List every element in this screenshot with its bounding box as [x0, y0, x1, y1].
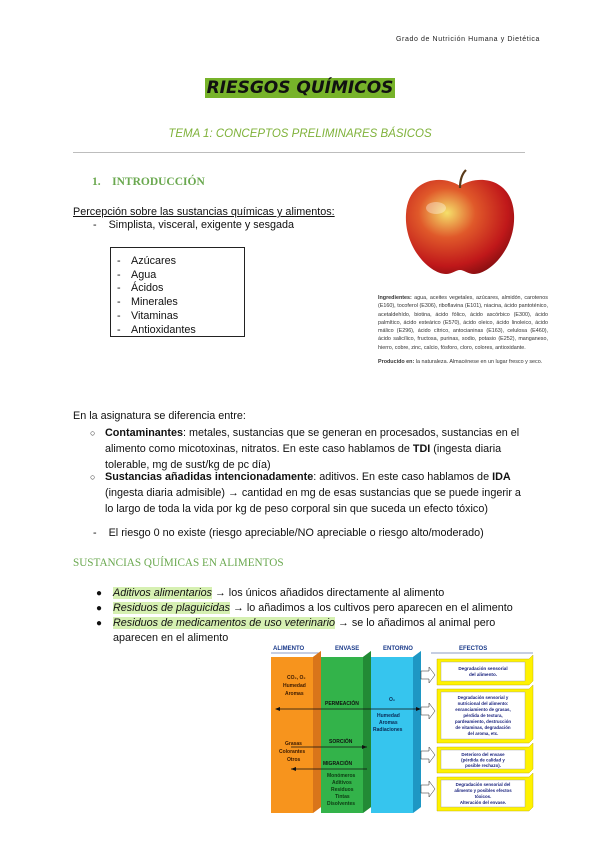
anadidas-label: Sustancias añadidas intencionadamente	[105, 471, 314, 483]
effect-box	[437, 655, 533, 685]
effect-text: tóxicos.	[474, 794, 492, 799]
effect-text: Degradación sensorial del	[455, 782, 511, 787]
tdi-label: TDI	[412, 443, 431, 455]
nutrient-list	[111, 255, 244, 337]
contaminantes-text-2: (ingesta diaria tolerable, mg de sust/kg de pc día)	[105, 443, 502, 471]
perception-label: Percepción sobre las sustancias químicas y alimentos:	[73, 206, 335, 218]
list-item-contaminantes	[90, 425, 530, 473]
item-text: → se lo añadimos al animal pero aparecen en el alimento	[113, 617, 496, 644]
envase-item: Disolventes	[327, 801, 356, 807]
list-item: - Azúcares	[111, 255, 244, 269]
apple-ingredients-caption	[378, 294, 548, 366]
riesgo-text: El riesgo 0 no existe (riesgo apreciable/NO apreciable o riesgo alto/moderado)	[108, 527, 484, 539]
highlighted-term: Residuos de plaguicidas	[113, 602, 231, 614]
section-heading-introduccion	[92, 176, 205, 188]
list-item: - Agua	[111, 269, 244, 283]
circle-bullet-icon: ○	[90, 472, 96, 482]
effect-text: alimento y posibles efectos	[454, 788, 512, 793]
ingredients-text: agua, aceites vegetales, azúcares, almidón, carotenos (E160), tocoferol (E306), riboflavina (E101), niacina, ácido pantoténico, acetaldehído, biotina, ácido fólico, ácido ascórbico (E300), ácido palmítico, ácido esteárico (E570), ácido oleico, ácido linoleico, ácido málico (E296), ácido cítrico, antocianinas (E163), celulosa (E460), ácido salicílico, fructosa, purinas, sodio, potasio (E252), manganeso, hierro, cobre, zinc, calcio, fósforo, cloro, colores, antioxidante.	[378, 295, 548, 351]
section-number: 1.	[92, 176, 101, 188]
list-item: - Vitaminas	[111, 310, 244, 324]
section-heading-sustancias: SUSTANCIAS QUÍMICAS EN ALIMENTOS	[73, 557, 284, 569]
effect-text: nutricional del alimento:	[457, 701, 509, 706]
apple-image	[372, 168, 548, 286]
effect-box	[437, 773, 533, 811]
diagram-col-envase: ENVASE	[335, 646, 360, 652]
effect-text: enranciamiento de grasas,	[455, 707, 511, 712]
list-item-anadidas	[90, 469, 530, 517]
list-item	[96, 616, 533, 646]
migration-diagram	[271, 643, 535, 813]
effect-text: posible rechazo).	[465, 763, 501, 768]
circle-bullet-icon: ○	[90, 428, 96, 438]
effect-box	[437, 685, 533, 743]
effect-text: del alimento.	[468, 672, 498, 677]
anadidas-text: : aditivos. En este caso hablamos de	[313, 471, 493, 483]
ida-label: IDA	[492, 471, 511, 483]
nutrient-box	[110, 247, 245, 337]
effect-text: del aroma, etc.	[467, 731, 499, 736]
diagram-col-entorno: ENTORNO	[383, 646, 413, 652]
anadidas-text-2: (ingesta diaria admisible) → cantidad en mg de esas sustancias que se puede ingerir a lo largo de toda la vida por kg de peso corporal sin que suceda un efecto tóxico)	[105, 487, 521, 515]
envase-item: Monómeros	[327, 773, 356, 779]
effect-text: de vitaminas, degradación	[455, 725, 511, 730]
entorno-item: Humedad	[377, 713, 400, 719]
perception-item-text: Simplista, visceral, exigente y sesgada	[108, 219, 295, 231]
list-item: - Minerales	[111, 296, 244, 310]
page-subtitle: TEMA 1: CONCEPTOS PRELIMINARES BÁSICOS	[168, 128, 432, 140]
contaminantes-text: : metales, sustancias que se generan en procesados, sustancias en el alimento como micotoxinas, nitratos. En este caso hablamos de	[105, 427, 520, 455]
bullet-icon: ●	[96, 603, 103, 614]
riesgo-note: - El riesgo 0 no existe (riesgo apreciable/NO apreciable o riesgo alto/moderado)	[93, 527, 484, 539]
alimento-label: Otros	[287, 757, 301, 763]
alimento-label: Humedad	[283, 683, 306, 689]
effect-text: pardeamiento, destrucción	[454, 719, 512, 724]
assignment-intro: En la asignatura se diferencia entre:	[73, 410, 246, 422]
effect-text: Degradación sensorial y	[457, 695, 509, 700]
contaminantes-label: Contaminantes	[105, 427, 183, 439]
list-item: - Ácidos	[111, 282, 244, 296]
degree-header: Grado de Nutrición Humana y Dietética	[396, 36, 540, 43]
entorno-item: Aromas	[379, 720, 398, 726]
list-item	[96, 601, 533, 616]
effect-box	[437, 743, 533, 773]
effect-text: Alteración del envase.	[459, 800, 507, 805]
permeacion-label: PERMEACIÓN	[325, 701, 359, 707]
list-item	[96, 586, 533, 601]
alimento-label: Grasas	[285, 741, 302, 747]
effect-text: Deterioro del envase	[461, 752, 505, 757]
entorno-item: O₂	[389, 697, 396, 703]
entorno-item: Radiaciones	[373, 727, 403, 733]
perception-item: - Simplista, visceral, exigente y sesgada	[93, 219, 295, 231]
effect-text: pérdida de textura,	[463, 713, 503, 718]
migracion-label: MIGRACIÓN	[323, 761, 353, 767]
diagram-col-efectos: EFECTOS	[459, 646, 488, 652]
sorcion-label: SORCIÓN	[329, 739, 353, 745]
item-text: → los únicos añadidos directamente al alimento	[212, 587, 445, 599]
diagram-col-alimento: ALIMENTO	[273, 646, 305, 652]
alimento-label: CO₂, O₂	[287, 675, 306, 681]
alimento-label: Aromas	[285, 691, 304, 697]
list-item: - Antioxidantes	[111, 324, 244, 338]
divider	[73, 152, 525, 153]
envase-item: Tintas	[335, 794, 350, 800]
effect-text: Degradación sensorial	[458, 666, 508, 671]
highlighted-term: Residuos de medicamentos de uso veterinario	[113, 617, 336, 629]
envase-item: Residuos	[331, 787, 354, 793]
item-text: → lo añadimos a los cultivos pero aparecen en el alimento	[230, 602, 513, 614]
bullet-icon: ●	[96, 588, 103, 599]
page-title: RIESGOS QUÍMICOS	[206, 78, 394, 98]
envase-item: Aditivos	[332, 780, 352, 786]
bullet-icon: ●	[96, 618, 103, 629]
effect-text: (pérdida de calidad y	[461, 757, 505, 763]
origin-label: Producido en:	[378, 359, 415, 366]
alimento-label: Colorantes	[279, 749, 306, 755]
highlighted-term: Aditivos alimentarios	[113, 587, 213, 599]
ingredients-label: Ingredientes:	[378, 295, 412, 301]
section-title: INTRODUCCIÓN	[112, 176, 205, 188]
origin-text: la naturaleza. Almacénese en un lugar fresco y seco.	[415, 359, 543, 366]
